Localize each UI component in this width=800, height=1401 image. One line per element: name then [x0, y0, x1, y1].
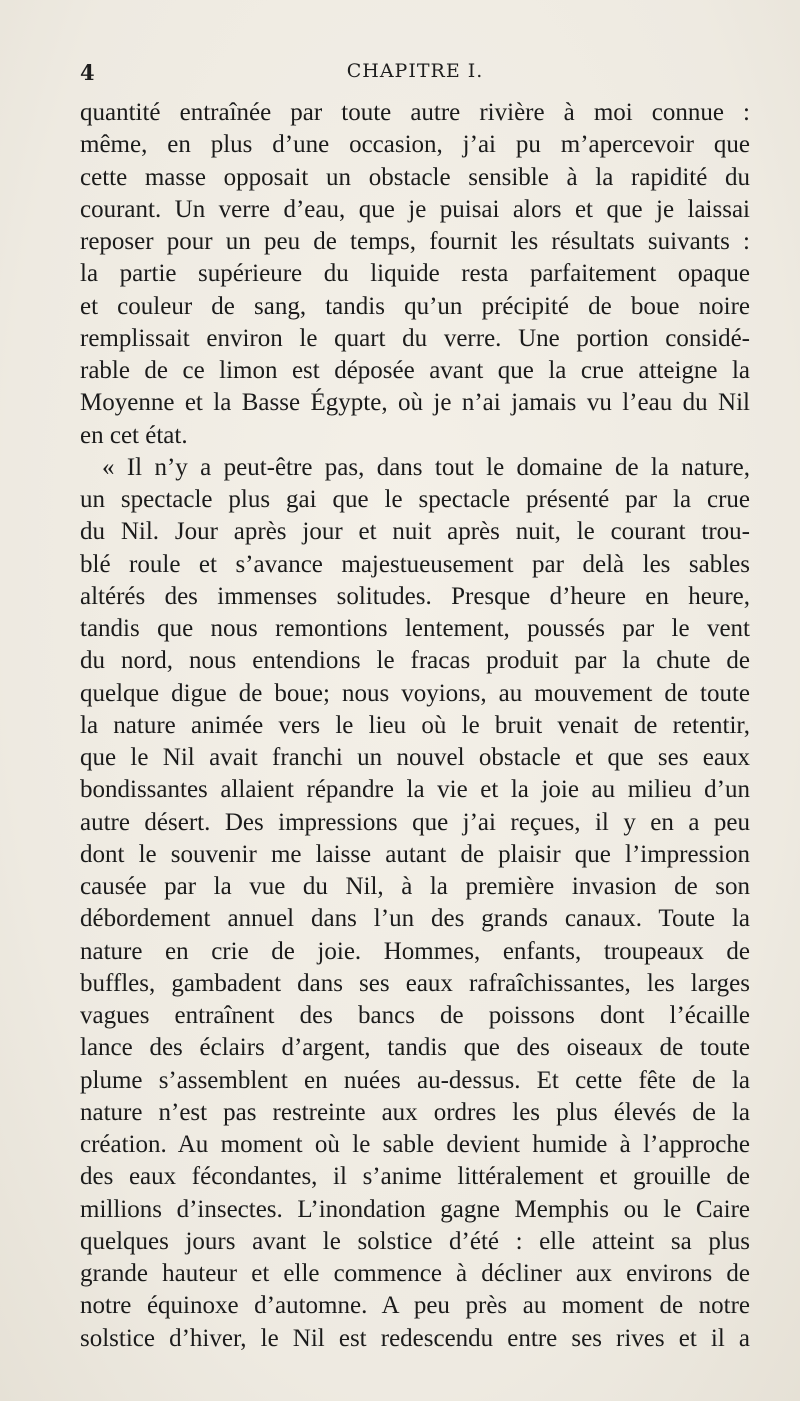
- text-line: quelques jours avant le solstice d’été : elle atteint sa plus: [80, 1227, 750, 1255]
- text-line: la partie supérieure du liquide resta parfaitement opaque: [80, 260, 750, 288]
- text-line: dont le souvenir me laisse autant de plaisir que l’impression: [80, 840, 750, 868]
- text-line: rable de ce limon est déposée avant que la crue atteigne la: [80, 357, 750, 384]
- text-line: millions d’insectes. L’inondation gagne Memphis ou le Caire: [80, 1195, 750, 1223]
- running-head: CHAPITRE I.: [346, 60, 484, 82]
- text-line: création. Au moment où le sable devient humide à l’approche: [80, 1131, 750, 1158]
- text-line: bondissantes allaient répandre la vie et la joie au milieu d’un: [80, 776, 750, 804]
- text-line: du Nil. Jour après jour et nuit après nuit, le courant trou-: [80, 518, 750, 546]
- text-line: un spectacle plus gai que le spectacle présenté par la crue: [80, 486, 750, 513]
- text-line: nature en crie de joie. Hommes, enfants, troupeaux de: [80, 937, 750, 965]
- text-line: buffles, gambadent dans ses eaux rafraîchissantes, les larges: [80, 969, 750, 997]
- text-line: causée par la vue du Nil, à la première invasion de son: [80, 873, 750, 900]
- text-line: en cet état.: [80, 421, 188, 449]
- text-line: grande hauteur et elle commence à décliner aux environs de: [80, 1260, 750, 1287]
- text-line: courant. Un verre d’eau, que je puisai alors et que je laissai: [80, 195, 750, 223]
- text-line: blé roule et s’avance majestueusement par delà les sables: [80, 550, 750, 578]
- text-line: que le Nil avait franchi un nouvel obstacle et que ses eaux: [80, 744, 750, 771]
- text-line: tandis que nous remontions lentement, poussés par le vent: [80, 615, 750, 642]
- text-line: notre équinoxe d’automne. A peu près au moment de notre: [80, 1292, 750, 1320]
- text-line: « Il n’y a peut-être pas, dans tout le domaine de la nature,: [102, 453, 750, 481]
- text-line: nature n’est pas restreinte aux ordres les plus élevés de la: [80, 1098, 750, 1126]
- text-line: altérés des immenses solitudes. Presque d’heure en heure,: [80, 582, 750, 610]
- text-line: quelque digue de boue; nous voyions, au mouvement de toute: [80, 679, 750, 707]
- text-line: du nord, nous entendions le fracas produit par la chute de: [80, 647, 750, 675]
- page-number: 4: [80, 60, 95, 85]
- text-line: même, en plus d’une occasion, j’ai pu m’apercevoir que: [80, 131, 750, 159]
- page-header: [80, 50, 750, 90]
- text-line: cette masse opposait un obstacle sensible à la rapidité du: [80, 163, 750, 191]
- text-line: vagues entraînent des bancs de poissons dont l’écaille: [80, 1002, 750, 1029]
- text-line: la nature animée vers le lieu où le bruit venait de retentir,: [80, 711, 750, 739]
- body-text: [80, 97, 750, 1355]
- text-line: autre désert. Des impressions que j’ai reçues, il y en a peu: [80, 808, 750, 836]
- text-line: quantité entraînée par toute autre rivière à moi connue :: [80, 99, 750, 126]
- text-line: débordement annuel dans l’un des grands canaux. Toute la: [80, 905, 750, 933]
- text-line: lance des éclairs d’argent, tandis que des oiseaux de toute: [80, 1034, 750, 1062]
- text-line: des eaux fécondantes, il s’anime littéralement et grouille de: [80, 1163, 750, 1191]
- text-line: et couleur de sang, tandis qu’un précipité de boue noire: [80, 292, 750, 320]
- text-line: reposer pour un peu de temps, fournit les résultats suivants :: [80, 228, 750, 255]
- text-line: remplissait environ le quart du verre. Une portion considé-: [80, 324, 750, 352]
- text-line: solstice d’hiver, le Nil est redescendu entre ses rives et il a: [80, 1324, 750, 1352]
- text-line: plume s’assemblent en nuées au-dessus. Et cette fête de la: [80, 1066, 750, 1094]
- text-line: Moyenne et la Basse Égypte, où je n’ai jamais vu l’eau du Nil: [80, 389, 750, 417]
